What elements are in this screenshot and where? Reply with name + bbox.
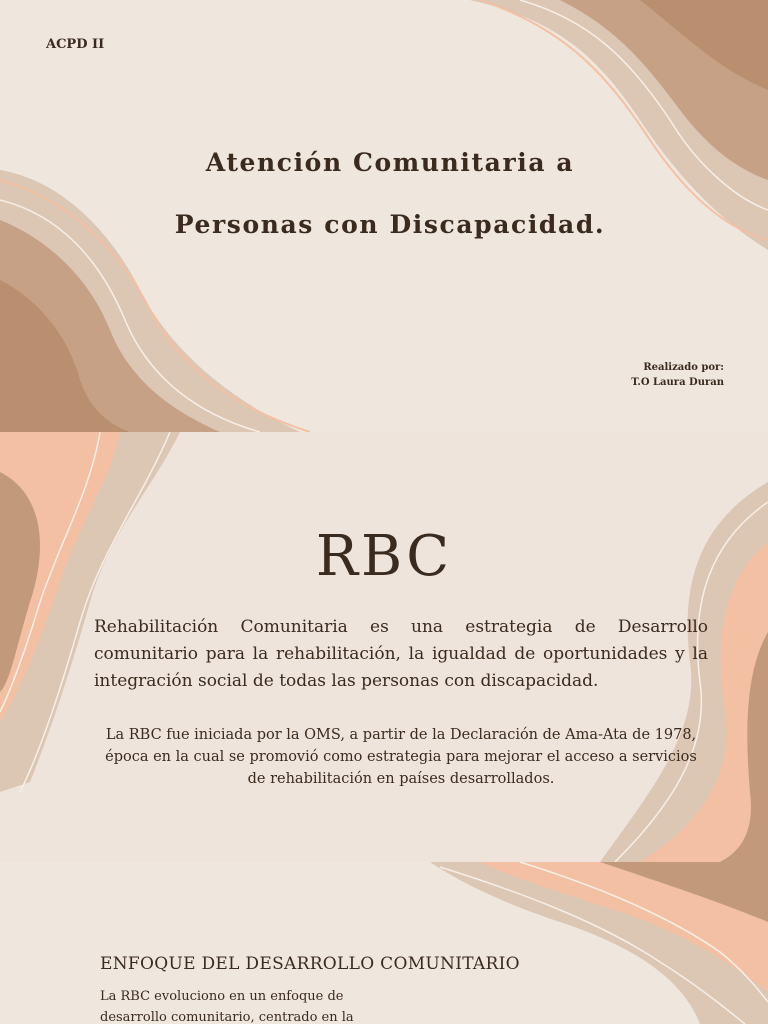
enfoque-heading: ENFOQUE DEL DESARROLLO COMUNITARIO [100, 954, 520, 974]
rbc-history: La RBC fue iniciada por la OMS, a partir de la Declaración de Ama-Ata de 1978, época en la cual se promovió como estrategia para mejorar el acceso a servicios de rehabilitación en países desarrollados. [105, 727, 697, 787]
title-line-1: Atención Comunitaria a [205, 148, 575, 177]
author-name: T.O Laura Duran [631, 377, 724, 388]
slide-rbc [0, 432, 768, 862]
title-line-2: Personas con Discapacidad. [174, 210, 606, 239]
course-code: ACPD II [46, 37, 105, 52]
rbc-heading: RBC [315, 524, 453, 589]
slide-enfoque [0, 862, 768, 1024]
enfoque-body: La RBC evoluciono en un enfoque de desarrollo comunitario, centrado en la [100, 989, 354, 1024]
author-label: Realizado por: [643, 362, 724, 373]
rbc-definition: Rehabilitación Comunitaria es una estrategia de Desarrollo comunitario para la rehabilitación, la igualdad de oportunidades y la integración social de todas las personas con discapacidad. [94, 617, 708, 691]
slide-title [0, 0, 768, 432]
